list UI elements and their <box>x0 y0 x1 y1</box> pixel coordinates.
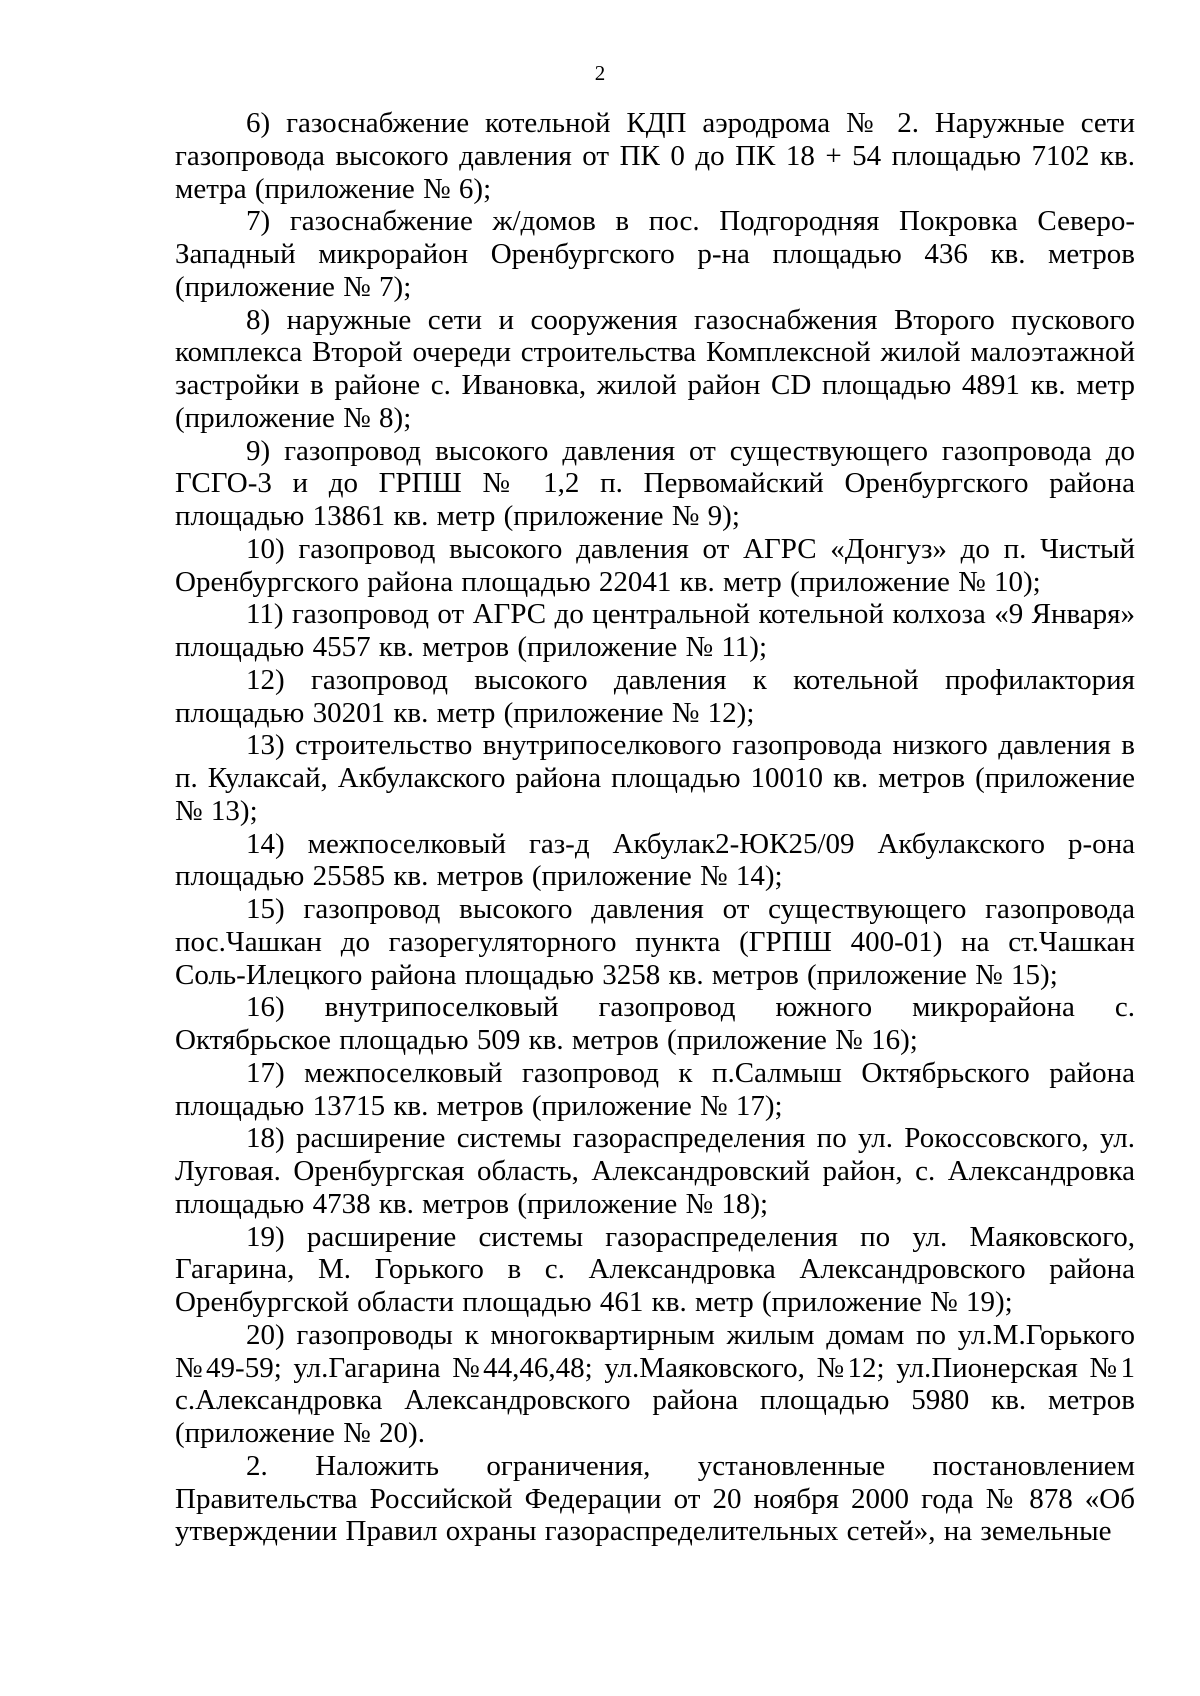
item-text: межпоселковый газ-д Акбулак2-ЮК25/09 Акбулакского р-она площадью 25585 кв. метров (приложение № 14); <box>175 827 1136 893</box>
page-number: 2 <box>594 61 606 85</box>
item-number: 16) <box>246 991 285 1024</box>
list-item-19 <box>175 1221 1135 1319</box>
list-item-12 <box>175 664 1135 730</box>
item-number: 7) <box>246 205 271 238</box>
item-text: Наложить ограничения, установленные постановлением Правительства Российской Федерации от 20 ноября 2000 года № 878 «Об утверждении Правил охраны газораспределительных сетей», на земельные <box>175 1449 1136 1548</box>
item-number: 2. <box>246 1449 268 1482</box>
list-item-20 <box>175 1319 1135 1450</box>
item-text: газопровод высокого давления от существующего газопровода до ГСГО-3 и до ГРПШ № 1,2 п. Первомайский Оренбургского района площадью 13861 кв. метр (приложение № 9); <box>175 434 1135 532</box>
section-2-paragraph <box>175 1450 1135 1548</box>
item-number: 20) <box>246 1318 285 1351</box>
item-text: межпоселковый газопровод к п.Салмыш Октябрьского района площадью 13715 кв. метров (приложение № 17); <box>175 1056 1135 1122</box>
list-item-14 <box>175 828 1135 894</box>
list-item-10 <box>175 533 1135 599</box>
item-number: 15) <box>246 893 285 925</box>
item-text: газоснабжение ж/домов в пос. Подгородняя Покровка Северо-Западный микрорайон Оренбургского р-на площадью 436 кв. метров (приложение № 7); <box>175 205 1136 303</box>
item-text: наружные сети и сооружения газоснабжения Второго пускового комплекса Второй очереди строительства Комплексной жилой малоэтажной застройки в районе с. Ивановка, жилой район CD площадью 4891 кв. метр (приложение № 8); <box>175 303 1135 434</box>
item-text: расширение системы газораспределения по ул. Рокоссовского, ул. Луговая. Оренбургская область, Александровский район, с. Александровка площадью 4738 кв. метров (приложение № 18); <box>175 1122 1136 1220</box>
list-item-13 <box>175 729 1135 827</box>
item-number: 12) <box>246 663 285 696</box>
item-text: газопровод высокого давления к котельной профилактория площадью 30201 кв. метр (приложение № 12); <box>175 663 1136 729</box>
list-item-8 <box>175 304 1135 435</box>
document-body <box>175 107 1135 1548</box>
list-item-17 <box>175 1057 1135 1123</box>
list-item-16 <box>175 991 1135 1057</box>
item-text: газопровод от АГРС до центральной котельной колхоза «9 Января» площадью 4557 кв. метров (приложение № 11); <box>175 598 1136 663</box>
item-number: 10) <box>246 532 285 565</box>
item-text: газопровод высокого давления от АГРС «Донгуз» до п. Чистый Оренбургского района площадью 22041 кв. метр (приложение № 10); <box>175 532 1135 598</box>
item-text: газопровод высокого давления от существующего газопровода пос.Чашкан до газорегуляторного пункта (ГРПШ 400-01) на ст.Чашкан Соль-Илецкого района площадью 3258 кв. метров (приложение № 15); <box>175 893 1135 991</box>
list-item-7 <box>175 205 1135 303</box>
item-number: 19) <box>246 1220 285 1253</box>
list-item-9 <box>175 435 1135 533</box>
list-item-6 <box>175 107 1135 205</box>
item-number: 9) <box>246 434 271 467</box>
item-number: 11) <box>246 598 284 631</box>
item-number: 17) <box>246 1056 285 1089</box>
list-item-11 <box>175 598 1135 664</box>
item-text: внутрипоселковый газопровод южного микрорайона с. Октябрьское площадью 509 кв. метров (приложение № 16); <box>175 991 1135 1056</box>
item-number: 8) <box>246 303 271 336</box>
item-number: 14) <box>246 827 285 860</box>
item-text: расширение системы газораспределения по ул. Маяковского, Гагарина, М. Горького в с. Александровка Александровского района Оренбургской области площадью 461 кв. метр (приложение № 19); <box>175 1220 1136 1318</box>
item-text: газопроводы к многоквартирным жилым домам по ул.М.Горького №49-59; ул.Гагарина №44,46,48; ул.Маяковского, №12; ул.Пионерская №1 с.Александровка Александровского района площадью 5980 кв. метров (приложение № 20). <box>175 1318 1136 1449</box>
item-number: 18) <box>246 1122 285 1155</box>
item-number: 6) <box>246 107 271 139</box>
item-text: газоснабжение котельной КДП аэродрома № 2. Наружные сети газопровода высокого давления от ПК 0 до ПК 18 + 54 площадью 7102 кв. метра (приложение № 6); <box>175 107 1135 205</box>
item-text: строительство внутрипоселкового газопровода низкого давления в п. Кулаксай, Акбулакского района площадью 10010 кв. метров (приложение № 13); <box>175 729 1136 827</box>
list-item-18 <box>175 1122 1135 1220</box>
list-item-15 <box>175 893 1135 991</box>
item-number: 13) <box>246 729 285 762</box>
